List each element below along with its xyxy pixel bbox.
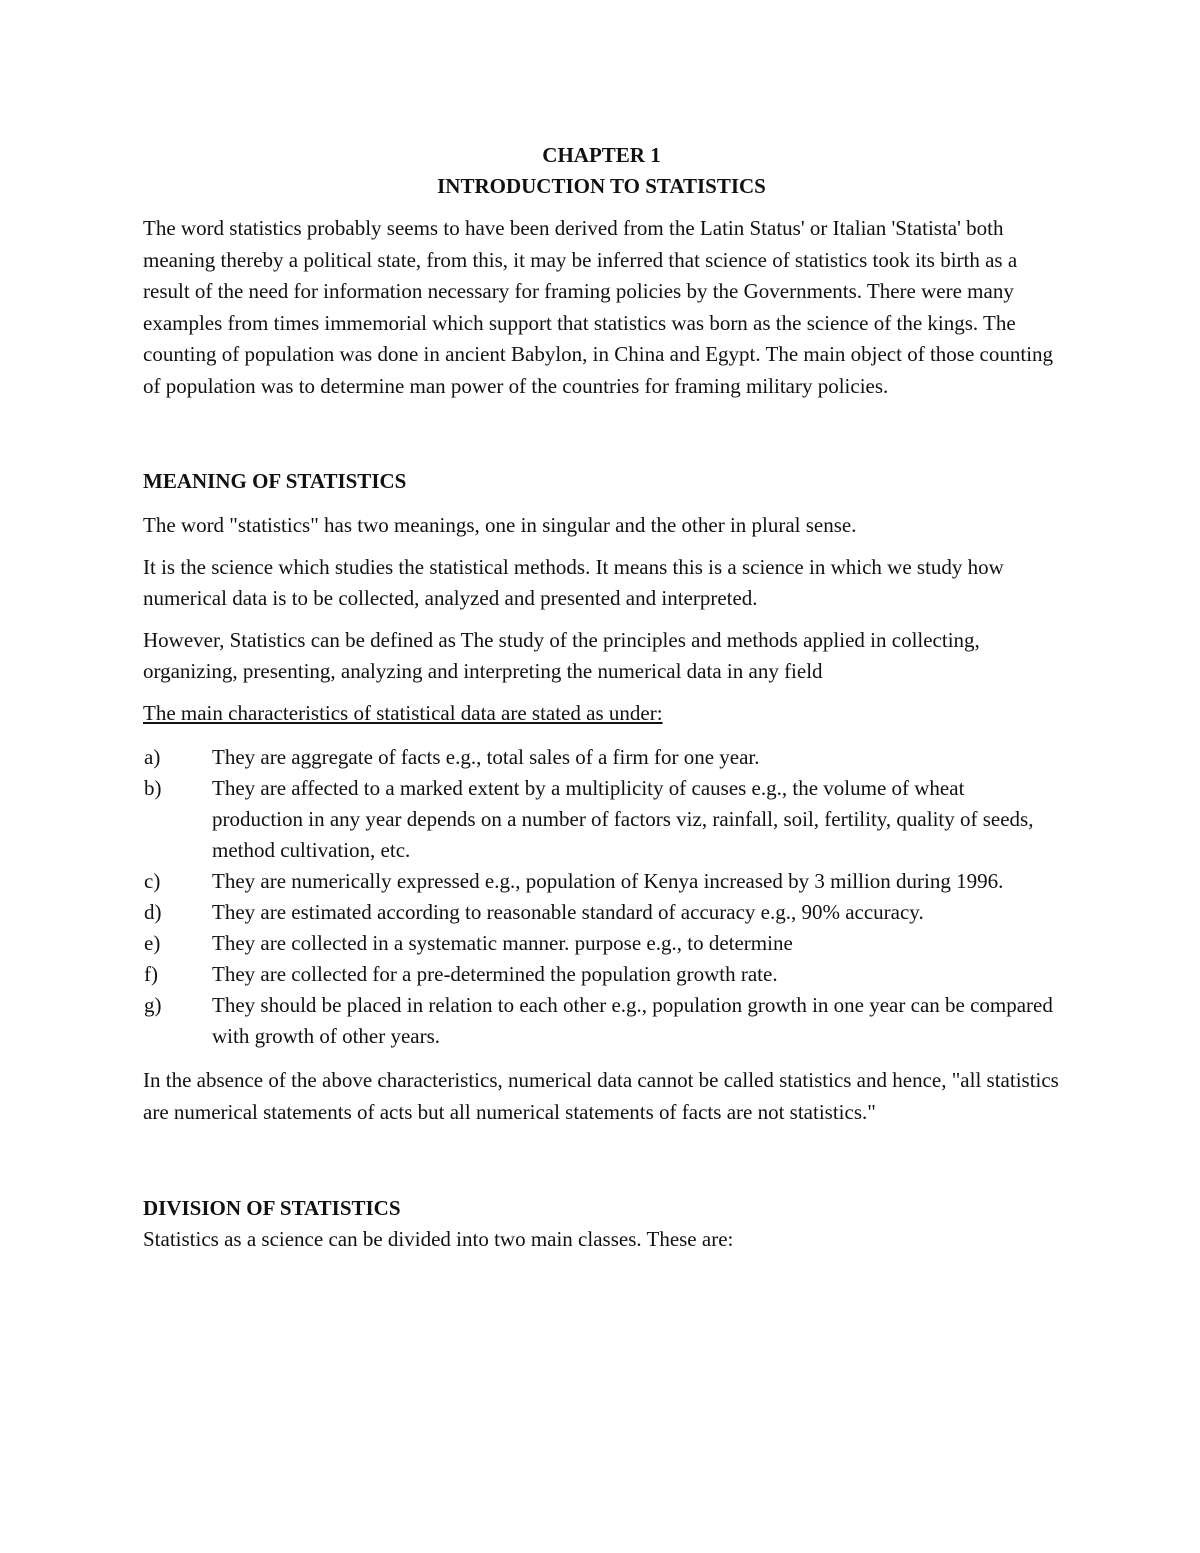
meaning-heading: MEANING OF STATISTICS (143, 469, 407, 493)
meaning-paragraph-3: However, Statistics can be defined as The study of the principles and methods applied in collecting, organizing, presenting, analyzing and interpreting the numerical data in any field (143, 627, 980, 683)
list-item-text: They are numerically expressed e.g., population of Kenya increased by 3 million during 1996. (212, 869, 1004, 893)
characteristics-intro-text: The main characteristics of statistical data are stated as under: (143, 700, 663, 725)
list-marker: f) (144, 962, 158, 986)
list-item-text: They are collected in a systematic manner. purpose e.g., to determine (212, 931, 793, 955)
list-item-text: They are collected for a pre-determined the population growth rate. (212, 962, 778, 986)
list-item (143, 866, 1060, 897)
list-item (143, 742, 1060, 773)
list-marker: g) (144, 993, 162, 1017)
list-item-text: They are aggregate of facts e.g., total sales of a firm for one year. (212, 745, 760, 769)
meaning-paragraph-2: It is the science which studies the statistical methods. It means this is a science in which we study how numerical data is to be collected, analyzed and presented and interpreted. (143, 554, 1004, 610)
list-marker: c) (144, 869, 161, 893)
chapter-number: CHAPTER 1 (542, 143, 661, 167)
chapter-title: INTRODUCTION TO STATISTICS (437, 174, 766, 198)
list-item-text: They should be placed in relation to each other e.g., population growth in one year can be compared with growth of other years. (212, 993, 1053, 1048)
characteristics-list (143, 742, 1060, 1052)
division-heading: DIVISION OF STATISTICS (143, 1196, 401, 1220)
characteristics-intro (143, 698, 1060, 730)
list-marker: b) (144, 776, 162, 800)
list-item (143, 897, 1060, 928)
list-marker: a) (144, 745, 161, 769)
list-item-text: They are affected to a marked extent by a multiplicity of causes e.g., the volume of wheat production in any year depends on a number of factors viz, rainfall, soil, fertility, quality of seeds, method cultivation, etc. (212, 776, 1034, 862)
list-item (143, 959, 1060, 990)
list-item (143, 928, 1060, 959)
list-marker: e) (144, 931, 161, 955)
division-paragraph: Statistics as a science can be divided into two main classes. These are: (143, 1227, 734, 1251)
list-marker: d) (144, 900, 162, 924)
closing-paragraph: In the absence of the above characteristics, numerical data cannot be called statistics and hence, "all statistics are numerical statements of acts but all numerical statements of facts are not statistics." (143, 1068, 1059, 1124)
list-item (143, 990, 1060, 1052)
list-item-text: They are estimated according to reasonable standard of accuracy e.g., 90% accuracy. (212, 900, 924, 924)
intro-paragraph: The word statistics probably seems to have been derived from the Latin Status' or Italian 'Statista' both meaning thereby a political state, from this, it may be inferred that science of statistics took its birth as a result of the need for information necessary for framing policies by the Governments. There were many examples from times immemorial which support that statistics was born as the science of the kings. The counting of population was done in ancient Babylon, in China and Egypt. The main object of those counting of population was to determine man power of the countries for framing military policies. (143, 216, 1054, 398)
meaning-paragraph-1: The word "statistics" has two meanings, one in singular and the other in plural sense. (143, 513, 857, 537)
list-item (143, 773, 1060, 866)
